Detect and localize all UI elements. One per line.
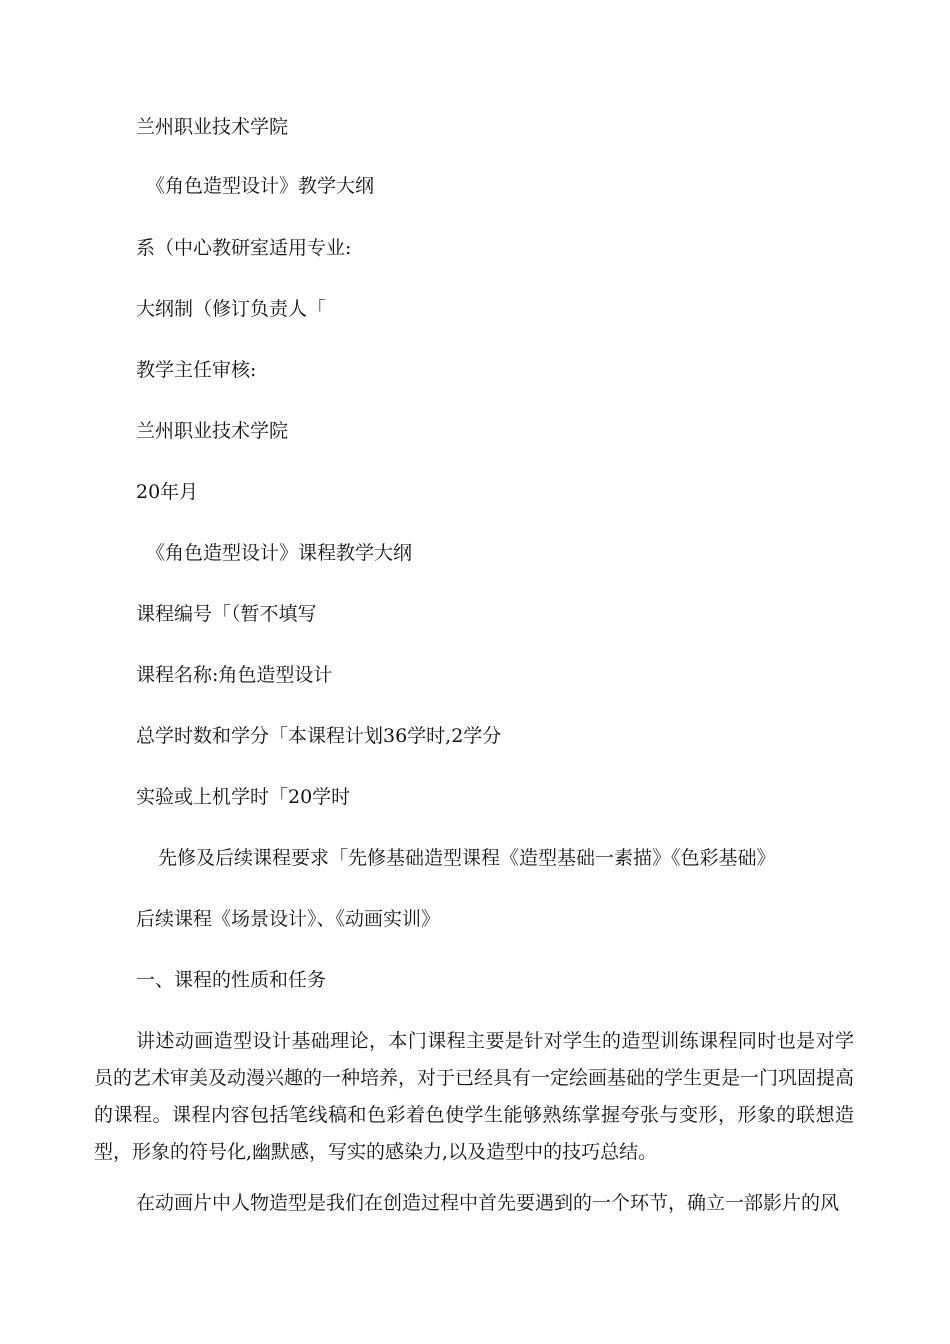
prerequisite-line: 先修及后续课程要求「先修基础造型课程《造型基础一素描》《色彩基础》 [158, 847, 776, 869]
course-syllabus-title: 《角色造型设计》课程教学大纲 [146, 542, 413, 564]
school-name-second: 兰州职业技术学院 [136, 420, 289, 442]
follow-up-line: 后续课程《场景设计》、《动画实训》 [136, 908, 441, 930]
lab-hours-line: 实验或上机学时「20学时 [136, 786, 351, 808]
review-line: 教学主任审核: [136, 359, 257, 381]
body-paragraph: 在动画片中人物造型是我们在创造过程中首先要遇到的一个环节，确立一部影片的风 [136, 1192, 840, 1214]
section-heading: 一、课程的性质和任务 [136, 969, 327, 991]
body-paragraph: 讲述动画造型设计基础理论，本门课程主要是针对学生的造型训练课程同时也是对学员的艺术审美及动漫兴趣的一种培养，对于已经具有一定绘画基础的学生更是一门巩固提高的课程。课程内容包括笔线稿和色彩着色使学生能够熟练掌握夸张与变形，形象的联想造型，形象的符号化,幽默感，写实的感染力,以及造型中的技巧总结。 [94, 1030, 855, 1163]
department-line: 系（中心教研室适用专业: [136, 237, 352, 259]
syllabus-title: 《角色造型设计》教学大纲 [146, 175, 375, 197]
school-name: 兰州职业技术学院 [136, 116, 289, 138]
date-line: 20年月 [136, 481, 199, 503]
revision-line: 大纲制（修订负责人「 [136, 298, 327, 320]
course-code-line: 课程编号「（暂不填写 [136, 603, 317, 625]
credit-hours-line: 总学时数和学分「本课程计划36学时,2学分 [136, 725, 502, 747]
course-name-line: 课程名称:角色造型设计 [136, 664, 333, 686]
